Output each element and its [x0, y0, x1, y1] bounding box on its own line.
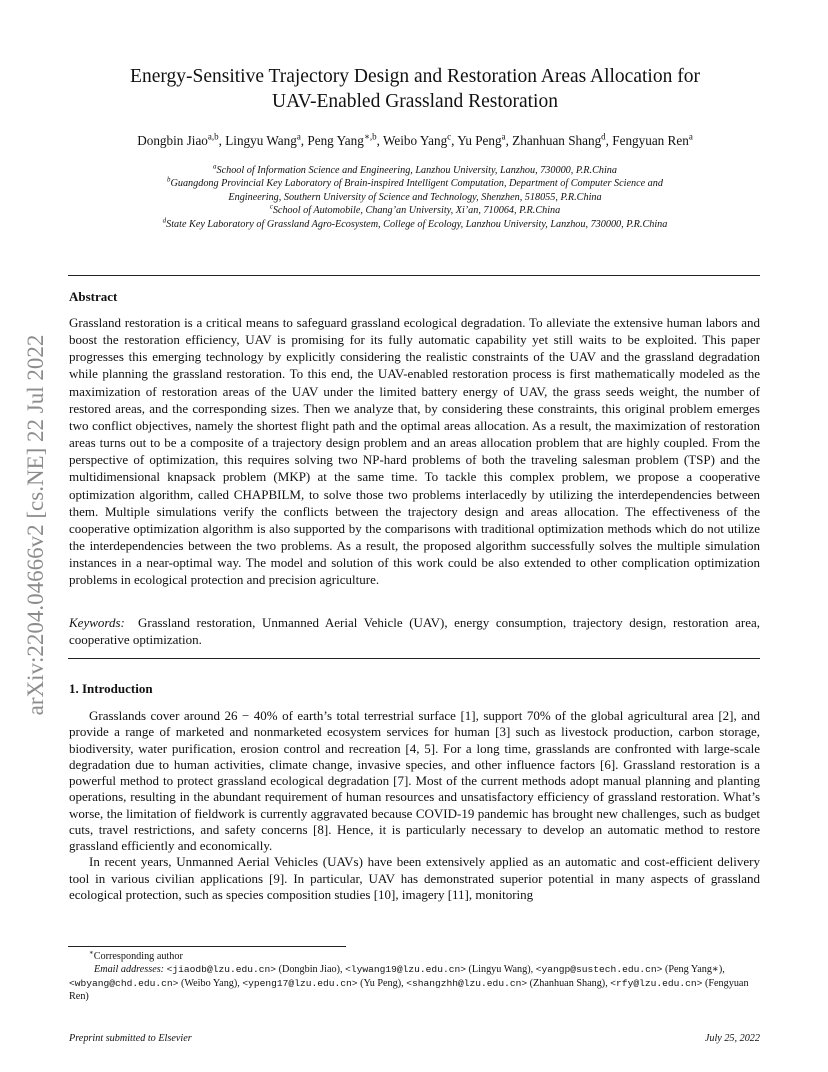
- author: Yu Peng$^a$,: [457, 131, 513, 148]
- email-link[interactable]: <shangzhh@lzu.edu.cn>: [406, 977, 528, 989]
- author-list: [70, 132, 760, 150]
- email-link[interactable]: <wbyang@chd.edu.cn>: [69, 977, 179, 989]
- arxiv-identifier-stamp[interactable]: arXiv:2204.04666v2 [cs.NE] 22 Jul 2022: [23, 334, 48, 716]
- author: Lingyu Wang$^a$,: [225, 131, 308, 148]
- email-link[interactable]: <lywang19@lzu.edu.cn>: [345, 964, 466, 976]
- affiliations: [70, 164, 760, 231]
- email-link[interactable]: <ypeng17@lzu.edu.cn>: [242, 977, 358, 989]
- affiliation-c: $^c$School of Automobile, Chang’an University, Xi’an, 710064, P.R.China: [269, 203, 561, 217]
- corresponding-author-note: ∗Corresponding author: [89, 949, 183, 962]
- paragraph: Grasslands cover around 26 − 40% of earth’s total terrestrial surface [1], support 70% of the global agricultural area [2], and provide a range of marketed and nonmarketed ecosystem services for human [3] such as livestock production, carbon storage, biodiversity, water purification, erosion control and recreation [4, 5]. For a long time, grasslands are confronted with large-scale degradation due to human activities, climate change, invasive species, and other influence factors [6]. Grassland restoration is a powerful method to protect grassland ecological degradation [7]. Most of the current methods adopt manual planning and planting operations, resulting in the abundant requirement of human resources and unsatisfactory efficiency of grassland restoration. What’s worse, the limitation of fieldwork is currently aggravated because COVID-19 pandemic has brought new challenges, such as budget cuts, travel restrictions, and safety concerns [8]. Hence, it is particularly necessary to develop an automatic method to restore grassland efficiently and economically.: [69, 708, 760, 853]
- affiliation-a: $^a$School of Information Science and Engineering, Lanzhou University, Lanzhou, 730000, P.R.China: [213, 163, 617, 176]
- keywords: [69, 614, 760, 648]
- abstract-heading: Abstract: [69, 289, 118, 304]
- email-label: Email addresses:: [94, 964, 165, 976]
- author: Peng Yang$^{∗,b}$,: [307, 131, 384, 148]
- footnotes: [69, 950, 760, 1004]
- author: Zhanhuan Shang$^d$,: [512, 131, 613, 148]
- affiliation-d: $^d$State Key Laboratory of Grassland Agro-Ecosystem, College of Ecology, Lanzhou University, Lanzhou, 730000, P.R.China: [162, 217, 668, 230]
- abstract-text: Grassland restoration is a critical means to safeguard grassland ecological degradation. To alleviate the extensive human labors and boost the restoration efficiency, UAV is promising for its fully automatic capability yet still waits to be exploited. This paper progresses this emerging technology by explicitly considering the realistic constraints of the UAV and the grassland degradation while planning the grassland restoration. To this end, the UAV-enabled restoration process is first mathematically modeled as the maximization of restoration areas of the UAV under the limited battery energy of UAV, the grass seeds weight, the number of restored areas, and the corresponding sizes. Then we analyze that, by considering these constraints, this original problem emerges two conflict objectives, namely the shortest flight path and the optimal areas allocation. As a result, the maximization of restoration areas turns out to be a composite of a trajectory design problem and an areas allocation problem that are highly coupled. From the perspective of optimization, this requires solving two NP-hard problems of both the traveling salesman problem (TSP) and the multidimensional knapsack problem (MKP) at the same time. To tackle this complex problem, we propose a cooperative optimization algorithm, called CHAPBILM, to solve those two problems interlacedly by utilizing the interdependencies between them. Multiple simulations verify the conflicts between the trajectory design and areas allocation. The effectiveness of the cooperative optimization algorithm is also supported by the comparisons with traditional optimization methods which do not utilize the interdependencies between the two problems. As a result, the proposed algorithm successfully solves the multiple simulation instances in a near-optimal way. The model and solution of this work could be also extended to other complication optimization problems in ecological protection and precision agriculture.: [69, 315, 760, 588]
- paper-title: [70, 64, 760, 114]
- footnote-rule: [68, 946, 346, 947]
- author: Fengyuan Ren$^a$: [612, 131, 693, 148]
- author: Weibo Yang$^c$,: [383, 131, 458, 148]
- footer-date: July 25, 2022: [704, 1033, 760, 1044]
- affiliation-b: $^b$Guangdong Provincial Key Laboratory of Brain-inspired Intelligent Computation, Department of Computer Science and Engineering, Southern University of Science and Technology, Shenzhen, 518055, P.R.China: [167, 177, 663, 203]
- keywords-label: Keywords:: [69, 615, 125, 630]
- author: Dongbin Jiao$^{a,b}$,: [137, 131, 226, 148]
- section-heading-introduction: 1. Introduction: [69, 681, 153, 696]
- title-line-2: UAV-Enabled Grassland Restoration: [272, 91, 558, 112]
- introduction-body: [69, 708, 760, 903]
- email-link[interactable]: <yangp@sustech.edu.cn>: [535, 964, 663, 976]
- email-addresses: Email addresses: <jiaodb@lzu.edu.cn> (Dongbin Jiao), <lywang19@lzu.edu.cn> (Lingyu Wang), <yangp@sustech.edu.cn> (Peng Yang∗), <wbyang@chd.edu.cn> (Weibo Yang), <ypeng17@lzu.edu.cn> (Yu Peng), <shangzhh@lzu.edu.cn> (Zhanhuan Shang), <rfy@lzu.edu.cn> (Fengyuan Ren): [69, 964, 749, 1003]
- paragraph: In recent years, Unmanned Aerial Vehicles (UAVs) have been extensively applied as an automatic and cost-efficient delivery tool in various civilian applications [9]. In particular, UAV has demonstrated superior potential in many aspects of grassland ecological protection, such as species composition studies [10], imagery [11], monitoring: [69, 854, 760, 902]
- keywords-text: Grassland restoration, Unmanned Aerial Vehicle (UAV), energy consumption, trajectory design, restoration area, cooperative optimization.: [69, 615, 761, 648]
- abstract-top-rule: [68, 275, 760, 276]
- email-link[interactable]: <jiaodb@lzu.edu.cn>: [166, 964, 277, 976]
- email-link[interactable]: <rfy@lzu.edu.cn>: [610, 977, 703, 989]
- title-line-1: Energy-Sensitive Trajectory Design and Restoration Areas Allocation for: [130, 66, 700, 87]
- footer-preprint-note: Preprint submitted to Elsevier: [69, 1033, 192, 1044]
- abstract-bottom-rule: [68, 658, 760, 659]
